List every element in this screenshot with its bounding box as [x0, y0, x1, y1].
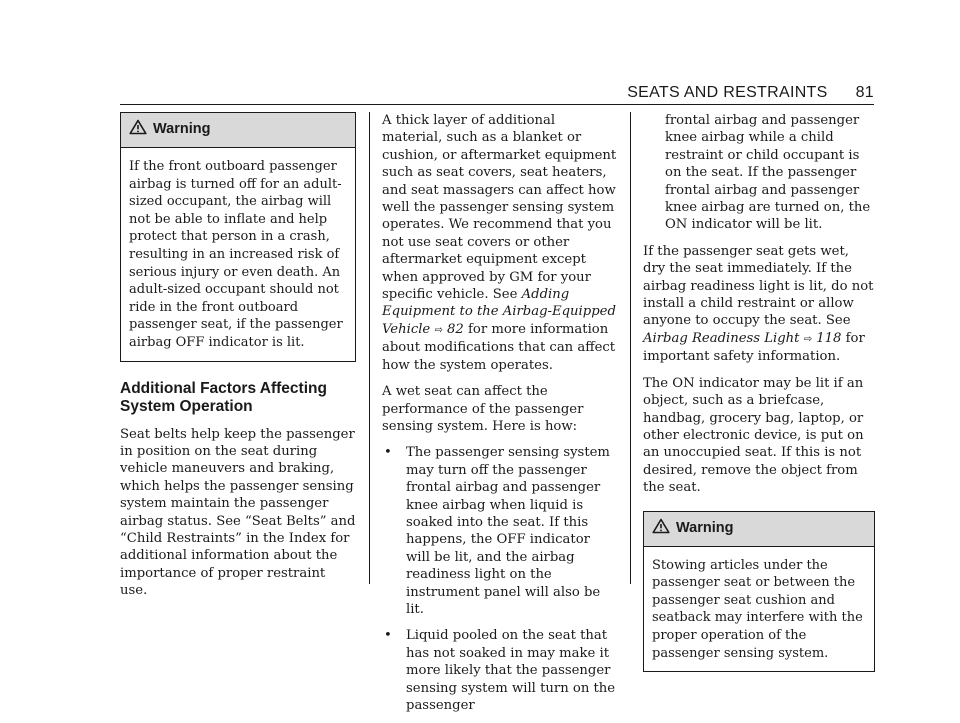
body-paragraph — [382, 112, 618, 374]
warning-title: Warning — [676, 519, 734, 536]
header-rule — [120, 104, 874, 105]
column-divider-1 — [369, 112, 370, 584]
paragraph-text: If the passenger seat gets wet, dry the seat immediately. If the airbag readiness light is lit, do not install a child restraint or allow anyone to occupy the seat. See — [643, 243, 874, 329]
warning-triangle-icon — [652, 518, 670, 539]
page-arrow-icon: ⇨ — [803, 333, 813, 345]
page-arrow-icon: ⇨ — [434, 324, 443, 336]
body-paragraph: A wet seat can affect the performance of the passenger sensing system. Here is how: — [382, 384, 584, 434]
cross-reference-link[interactable] — [643, 331, 841, 346]
paragraph-text: for important safety information. — [643, 330, 865, 365]
body-paragraph: Seat belts help keep the passenger in position on the seat during vehicle maneuvers and braking, which helps the passenger sensing system maintain the passenger airbag status. See “Seat Belts” and “Child Restraints” in the Index for additional information about the importance of proper restraint use. — [120, 426, 356, 599]
reference-page[interactable]: 82 — [447, 321, 464, 337]
section-heading: Additional Factors Affecting System Operation — [120, 379, 327, 415]
body-paragraph: The ON indicator may be lit if an object, such as a briefcase, handbag, grocery bag, laptop, or other electronic device, is put on an unoccupied seat. If this is not desired, remove the object from the seat. — [643, 375, 864, 496]
list-item-text: The passenger sensing system may turn off the passenger frontal airbag and passenger knee airbag when liquid is soaked into the seat. If this happens, the OFF indicator will be lit, and the airbag readiness light on the instrument panel will also be lit. — [406, 445, 610, 617]
list-item — [382, 444, 618, 618]
running-header — [627, 84, 874, 102]
warning-title: Warning — [153, 121, 211, 138]
section-title: SEATS AND RESTRAINTS — [627, 84, 828, 101]
body-paragraph — [643, 243, 875, 366]
column-divider-2 — [630, 112, 631, 584]
list-item — [382, 627, 618, 714]
list-item-text: Liquid pooled on the seat that has not soaked in may make it more likely that the passenger sensing system will turn on the passenger — [406, 628, 616, 713]
bullet-icon: • — [384, 628, 392, 644]
warning-body: If the front outboard passenger airbag is turned off for an adult-sized occupant, the airbag will not be able to inflate and help protect that person in a crash, resulting in an increased risk of serious injury or even death. An adult-sized occupant should not ride in the front outboard passenger seat, if the passenger airbag OFF indicator is lit. — [129, 159, 343, 350]
reference-title[interactable]: Airbag Readiness Light — [643, 330, 800, 346]
warning-body: Stowing articles under the passenger seat or between the passenger seat cushion and seatback may interfere with the proper operation of the passenger sensing system. — [652, 557, 863, 661]
list-item-continuation: frontal airbag and passenger knee airbag while a child restraint or child occupant is on the seat. If the passenger frontal airbag and passenger knee airbag are turned on, the ON indicator will be lit. — [665, 113, 871, 233]
bullet-icon: • — [384, 445, 392, 461]
column-3 — [643, 112, 875, 672]
column-2 — [382, 112, 618, 723]
paragraph-text: A thick layer of additional material, such as a blanket or cushion, or aftermarket equipment such as seat covers, seat heaters, and seat massagers can affect how well the passenger sensing system operates. We recommend that you not use seat covers or other aftermarket equipment except when approved by GM for your specific vehicle. See — [382, 113, 617, 303]
warning-header — [121, 113, 355, 148]
warning-header — [644, 512, 874, 547]
page-number: 81 — [855, 84, 874, 101]
warning-triangle-icon — [129, 119, 147, 140]
warning-box-stowing — [643, 511, 875, 673]
column-1 — [120, 112, 356, 609]
warning-box-airbag-off — [120, 112, 356, 362]
paragraph-text: for more information about modifications that can affect how the system operates. — [382, 321, 616, 373]
reference-page[interactable]: 118 — [816, 330, 842, 346]
reference-title[interactable]: Adding Equipment to the Airbag-Equipped Vehicle — [382, 287, 616, 337]
